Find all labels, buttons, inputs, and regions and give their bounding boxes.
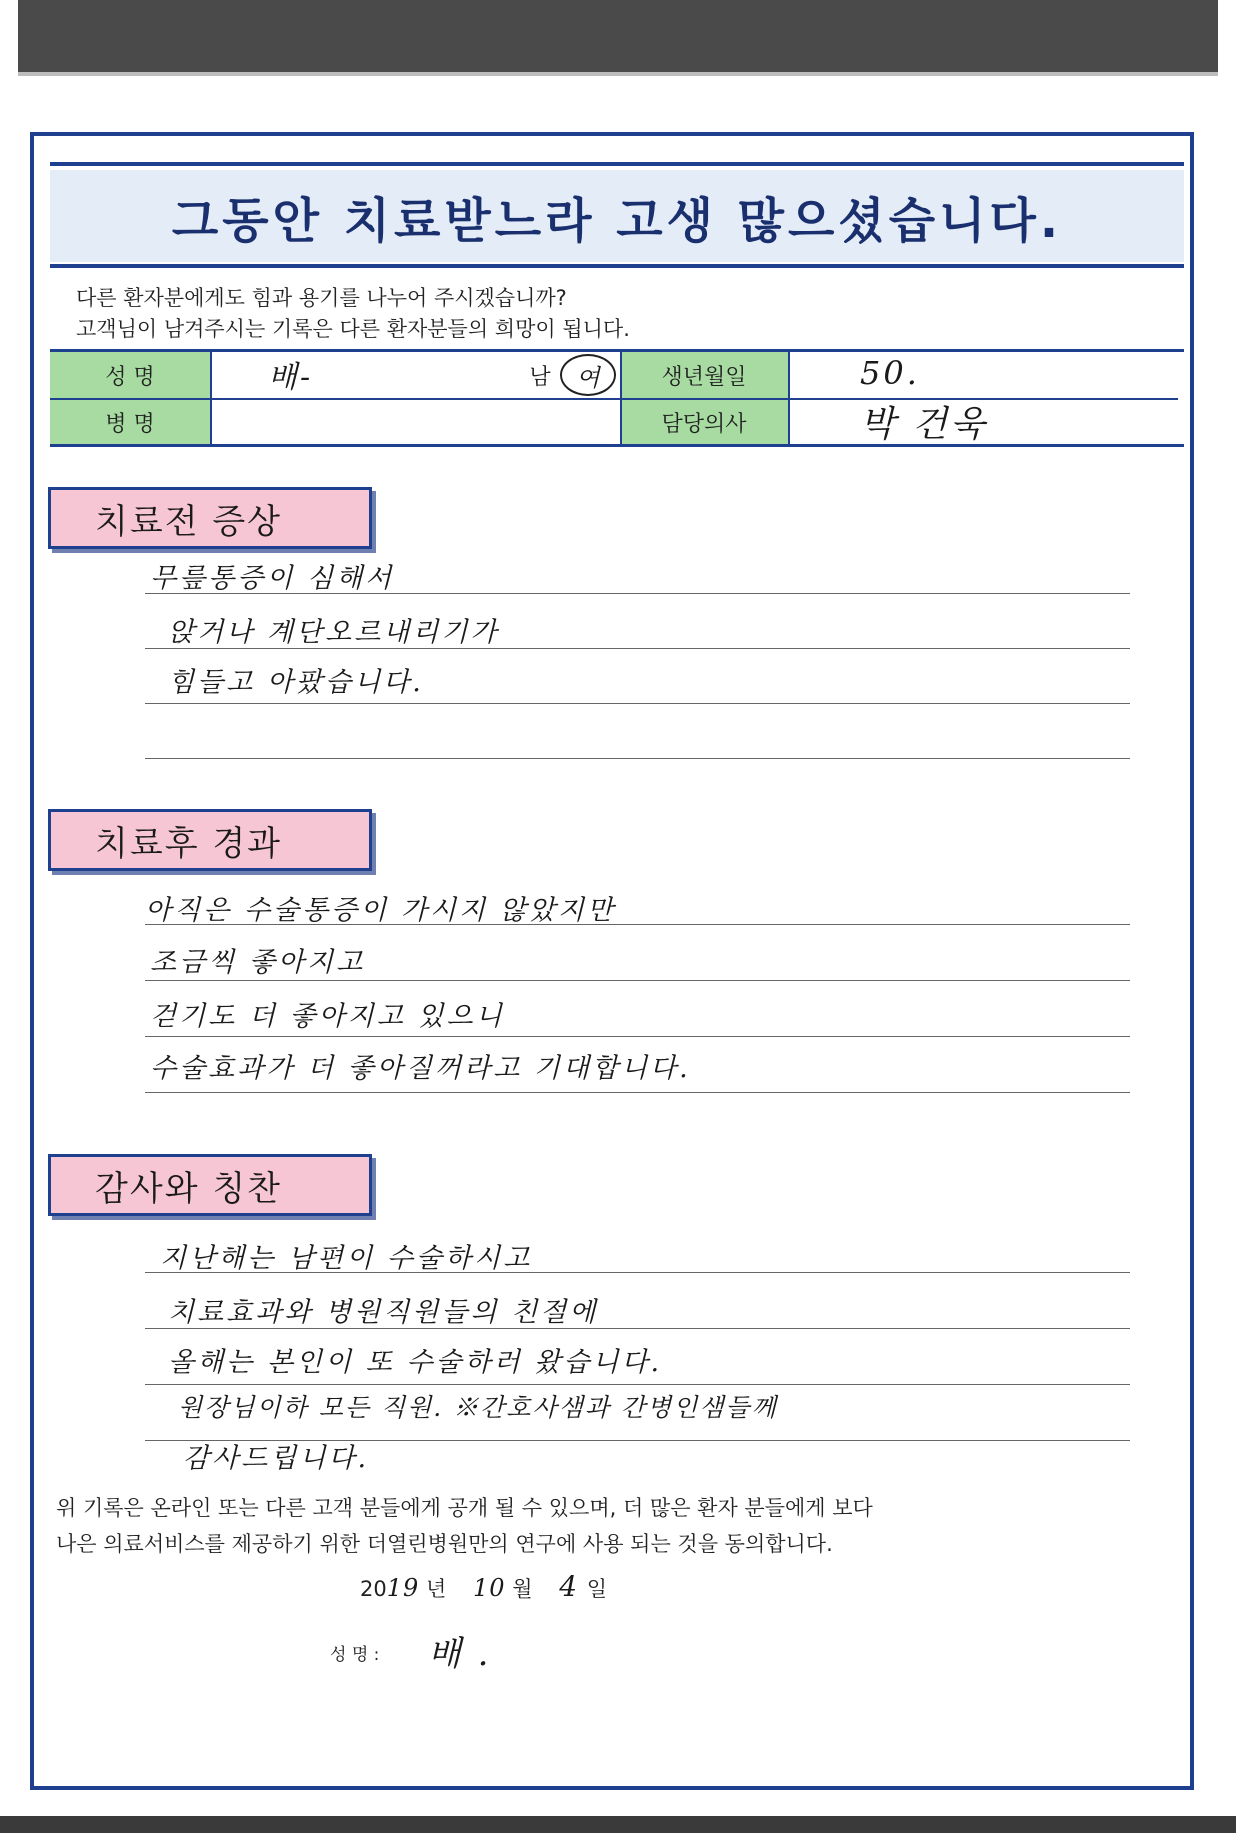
disease-label: 병 명 [50,400,210,444]
intro-line-1: 다른 환자분에게도 힘과 용기를 나누어 주시겠습니까? [76,286,567,310]
gender-male-label: 남 [529,364,551,390]
table-divider [620,352,622,444]
thanks-line-4: 원장님이하 모든 직원. ※간호사샘과 간병인샘들께 [178,1393,778,1422]
signature-label: 성 명 : [330,1645,380,1665]
signature-value: 배 . [428,1634,492,1674]
year-value: 19 [386,1574,420,1602]
after-line-4: 수술효과가 더 좋아질꺼라고 기대합니다. [150,1053,691,1084]
scan-top-edge [18,0,1218,72]
doctor-value: 박 건욱 [860,404,988,445]
after-line-3: 걷기도 더 좋아지고 있으니 [150,1001,505,1032]
year-prefix: 20 [360,1577,387,1601]
year-label: 년 [425,1577,447,1601]
section-thanks-header: 감사와 칭찬 [48,1154,372,1216]
name-label: 성 명 [50,352,210,398]
thanks-line-3: 올해는 본인이 또 수술하러 왔습니다. [168,1347,663,1378]
table-mid-rule [50,398,1178,400]
section-after-header: 치료후 경과 [48,809,372,871]
page-title: 그동안 치료받느라 고생 많으셨습니다. [171,192,1063,249]
consent-line-2: 나은 의료서비스를 제공하기 위한 더열린병원만의 연구에 사용 되는 것을 동의합니다. [56,1532,833,1556]
gender-selected-value: 여 [576,363,600,392]
title-banner [50,170,1184,262]
writing-rule [145,758,1130,759]
scan-top-edge-shadow [18,72,1218,76]
writing-rule [145,1092,1130,1093]
table-divider [788,352,790,444]
intro-line-2: 고객님이 남겨주시는 기록은 다른 환자분들의 희망이 됩니다. [76,317,630,341]
title-top-rule [50,162,1184,166]
writing-rule [145,1036,1130,1037]
patient-info-table [50,349,1184,447]
month-value: 10 [472,1574,506,1602]
title-bottom-rule [50,264,1184,268]
birth-value: 50. [860,354,920,392]
birth-label: 생년월일 [620,352,788,398]
writing-rule [145,1384,1130,1385]
after-line-1: 아직은 수술통증이 가시지 않았지만 [145,895,616,926]
day-value: 4 [559,1570,581,1603]
section-before-header: 치료전 증상 [48,487,372,549]
thanks-line-1: 지난해는 남편이 수술하시고 [160,1243,533,1274]
before-line-3: 힘들고 아팠습니다. [168,667,424,698]
writing-rule [145,980,1130,981]
after-line-2: 조금씩 좋아지고 [150,947,366,978]
month-label: 월 [512,1577,533,1601]
writing-rule [145,703,1130,704]
name-value: 배- [268,360,314,395]
thanks-line-5: 감사드립니다. [183,1443,370,1474]
before-line-2: 앉거나 계단오르내리기가 [168,617,500,648]
thanks-line-2: 치료효과와 병원직원들의 친절에 [168,1297,599,1328]
before-line-1: 무릎통증이 심해서 [150,563,395,594]
doctor-label: 담당의사 [620,400,788,444]
day-label: 일 [586,1577,608,1601]
date-line [360,1570,607,1603]
consent-line-1: 위 기록은 온라인 또는 다른 고객 분들에게 공개 될 수 있으며, 더 많은 환자 분들에게 보다 [56,1496,873,1520]
table-divider [210,352,212,444]
scan-bottom-edge [0,1816,1236,1833]
gender-selected-circle [560,354,616,396]
